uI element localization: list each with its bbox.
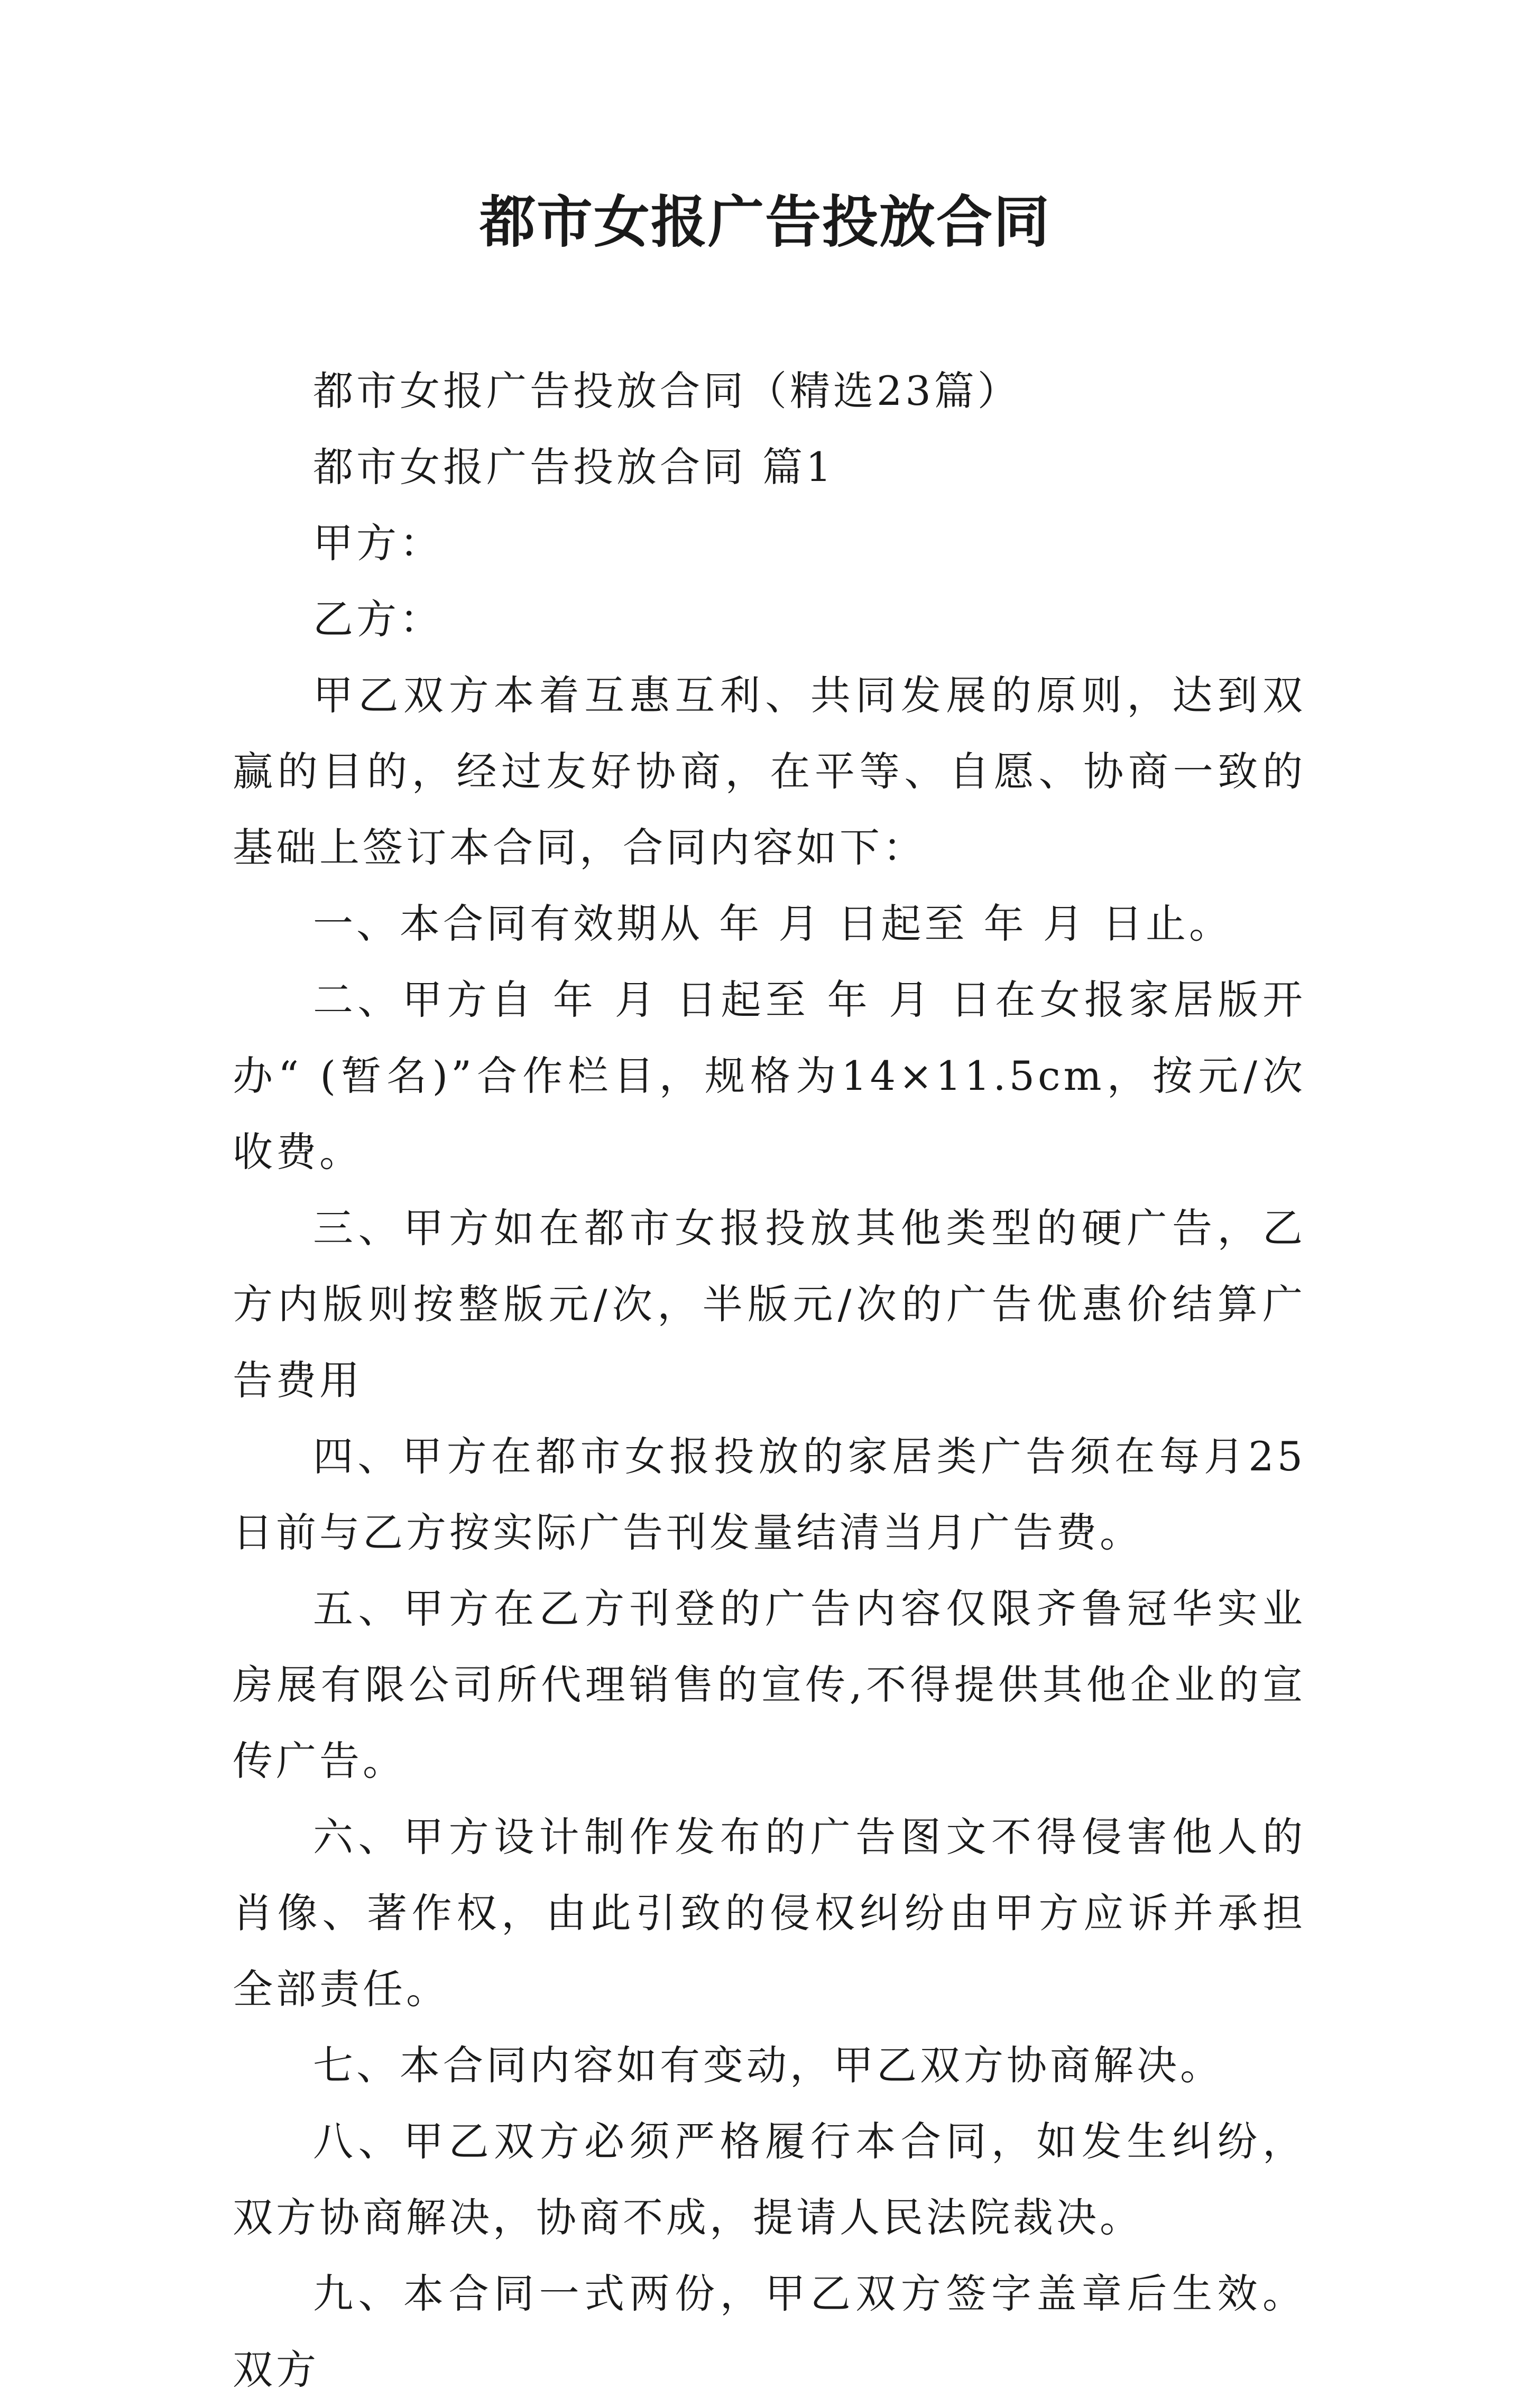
document-body <box>233 353 1306 2408</box>
section-heading: 都市女报广告投放合同 篇1 <box>313 443 835 490</box>
party-a-line: 甲方： <box>313 520 443 567</box>
clause-1: 一、本合同有效期从 年 月 日起至 年 月 日止。 <box>313 900 1232 947</box>
document-title: 都市女报广告投放合同 <box>480 189 1050 255</box>
clause-2: 二、甲方自 年 月 日起至 年 月 日在女报家居版开办“ (暂名)”合作栏目，规格为14×11.5cm，按元/次收费。 <box>233 976 1306 1175</box>
clause-5: 五、甲方在乙方刊登的广告内容仅限齐鲁冠华实业房展有限公司所代理销售的宣传,不得提供其他企业的宣传广告。 <box>233 1585 1306 1784</box>
preamble-paragraph: 甲乙双方本着互惠互利、共同发展的原则，达到双赢的目的，经过友好协商，在平等、自愿、协商一致的基础上签订本合同，合同内容如下： <box>233 672 1306 871</box>
clause-9: 九、本合同一式两份，甲乙双方签字盖章后生效。双方 <box>233 2270 1306 2393</box>
clause-6: 六、甲方设计制作发布的广告图文不得侵害他人的肖像、著作权，由此引致的侵权纠纷由甲方应诉并承担全部责任。 <box>233 1813 1306 2013</box>
subtitle-line: 都市女报广告投放合同（精选23篇） <box>313 367 1021 414</box>
clause-4: 四、甲方在都市女报投放的家居类广告须在每月25日前与乙方按实际广告刊发量结清当月广告费。 <box>233 1433 1306 1556</box>
party-b-line: 乙方： <box>313 596 443 643</box>
clause-3: 三、甲方如在都市女报投放其他类型的硬广告，乙方内版则按整版元/次，半版元/次的广告优惠价结算广告费用 <box>233 1205 1306 1404</box>
clause-8: 八、甲乙双方必须严格履行本合同，如发生纠纷，双方协商解决，协商不成，提请人民法院裁决。 <box>233 2118 1306 2241</box>
clause-7: 七、本合同内容如有变动，甲乙双方协商解决。 <box>313 2042 1223 2089</box>
